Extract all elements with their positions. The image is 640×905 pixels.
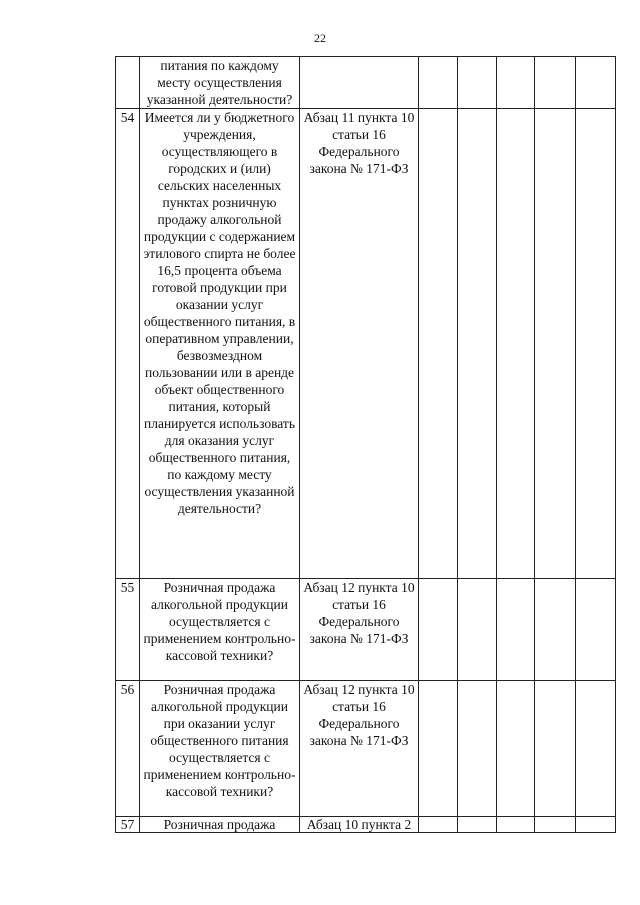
- answer-cell: [419, 817, 458, 833]
- reference-cell: Абзац 12 пункта 10 статьи 16 Федерального закона № 171-ФЗ: [300, 579, 419, 681]
- answer-cell: [576, 109, 616, 579]
- answer-cell: [576, 57, 616, 109]
- question-cell: Розничная продажа: [140, 817, 300, 833]
- row-number: [116, 57, 140, 109]
- table-row: [116, 579, 616, 681]
- answer-cell: [497, 579, 535, 681]
- table-row: [116, 681, 616, 817]
- question-cell: Имеется ли у бюджетного учреждения, осуществляющего в городских и (или) сельских населенных пунктах розничную продажу алкогольной продукции с содержанием этилового спирта не более 16,5 процента объема готовой продукции при оказании услуг общественного питания, в оперативном управлении, безвозмездном пользовании или в аренде объект общественного питания, который планируется использовать для оказания услуг общественного питания, по каждому месту осуществления указанной деятельности?: [140, 109, 300, 579]
- answer-cell: [576, 817, 616, 833]
- answer-cell: [535, 57, 576, 109]
- row-number: 55: [116, 579, 140, 681]
- table-row: [116, 109, 616, 579]
- reference-cell: Абзац 12 пункта 10 статьи 16 Федерального закона № 171-ФЗ: [300, 681, 419, 817]
- answer-cell: [458, 579, 497, 681]
- reference-cell: Абзац 10 пункта 2: [300, 817, 419, 833]
- answer-cell: [419, 57, 458, 109]
- answer-cell: [497, 681, 535, 817]
- answer-cell: [576, 681, 616, 817]
- reference-cell: [300, 57, 419, 109]
- question-cell: питания по каждому месту осуществления указанной деятельности?: [140, 57, 300, 109]
- row-number: 56: [116, 681, 140, 817]
- answer-cell: [458, 57, 497, 109]
- answer-cell: [535, 817, 576, 833]
- answer-cell: [497, 109, 535, 579]
- row-number: 57: [116, 817, 140, 833]
- table-row: [116, 57, 616, 109]
- question-cell: Розничная продажа алкогольной продукции осуществляется с применением контрольно-кассовой техники?: [140, 579, 300, 681]
- answer-cell: [535, 681, 576, 817]
- page-number: 22: [314, 31, 326, 45]
- question-cell: Розничная продажа алкогольной продукции при оказании услуг общественного питания осуществляется с применением контрольно-кассовой техники?: [140, 681, 300, 817]
- answer-cell: [458, 109, 497, 579]
- table-row: [116, 817, 616, 833]
- answer-cell: [497, 57, 535, 109]
- answer-cell: [576, 579, 616, 681]
- reference-cell: Абзац 11 пункта 10 статьи 16 Федерального закона № 171-ФЗ: [300, 109, 419, 579]
- answer-cell: [419, 109, 458, 579]
- checklist-table: [115, 56, 616, 833]
- row-number: 54: [116, 109, 140, 579]
- answer-cell: [535, 579, 576, 681]
- answer-cell: [419, 579, 458, 681]
- answer-cell: [419, 681, 458, 817]
- answer-cell: [458, 681, 497, 817]
- answer-cell: [458, 817, 497, 833]
- answer-cell: [535, 109, 576, 579]
- answer-cell: [497, 817, 535, 833]
